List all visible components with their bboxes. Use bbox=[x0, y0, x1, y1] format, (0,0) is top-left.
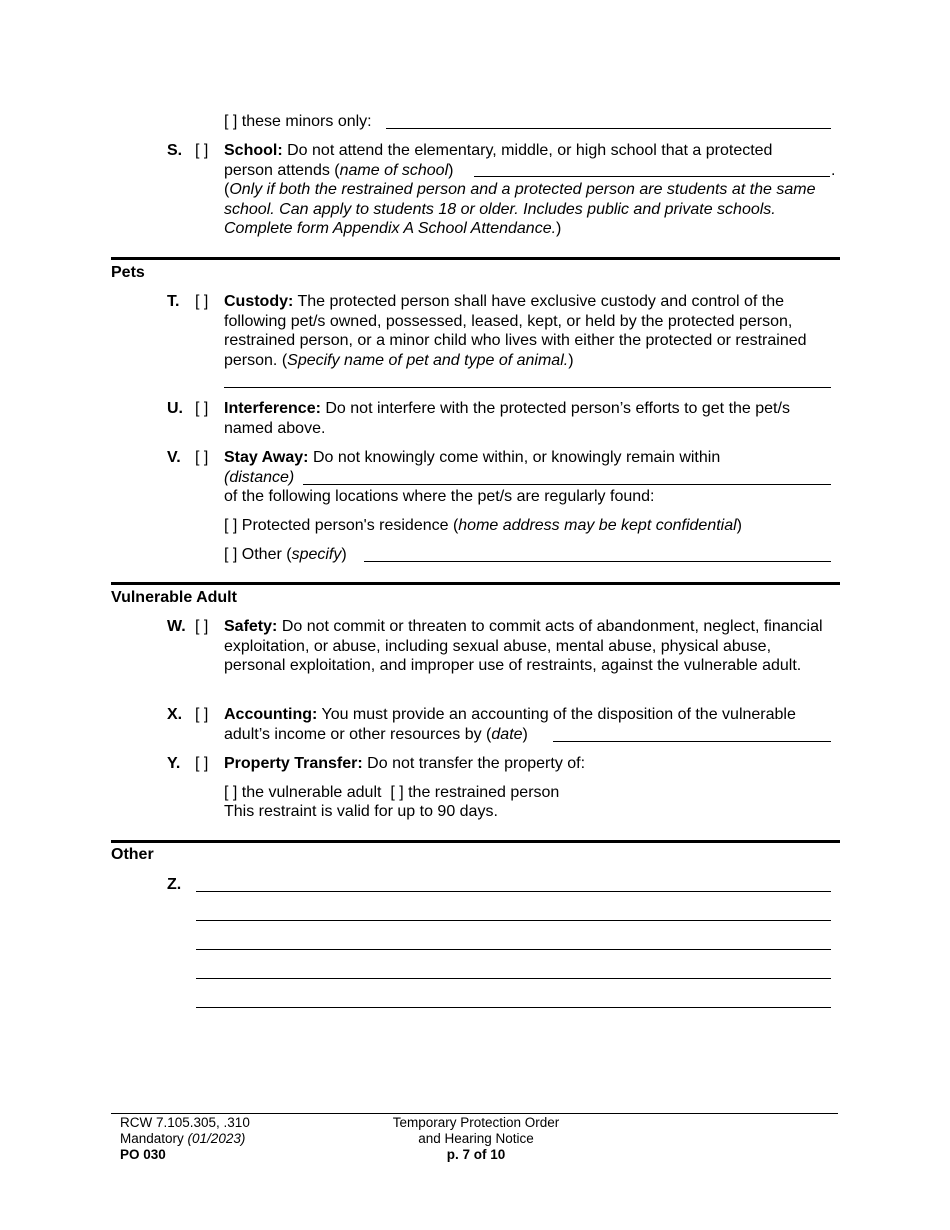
footer-date: (01/2023) bbox=[187, 1131, 246, 1146]
other-line-2[interactable] bbox=[196, 920, 831, 921]
stay-away-text1: Do not knowingly come within, or knowingly remain within bbox=[312, 449, 721, 466]
property-validity: This restraint is valid for up to 90 days. bbox=[224, 803, 498, 820]
school-label: School: bbox=[224, 142, 283, 159]
accounting-line1 bbox=[224, 705, 796, 725]
safety-body: Do not commit or threaten to commit acts of abandonment, neglect, financial exploitation, or abuse, including sexual abuse, mental abuse, physical abuse, personal exploitation, and improper use of restraints, against the vulnerable adult. bbox=[224, 618, 823, 675]
item-letter-t: T. bbox=[167, 293, 180, 310]
other-line-4[interactable] bbox=[196, 978, 831, 979]
property-line1 bbox=[224, 754, 585, 774]
school-note-text: Only if both the restrained person and a protected person are students at the same school. Can apply to students 18 or older. Includes public and private schools. Complete form Appendix A School Attendance. bbox=[224, 181, 816, 238]
footer-title-2: and Hearing Notice bbox=[418, 1131, 534, 1146]
accounting-text2-post: ) bbox=[522, 726, 528, 743]
section-divider bbox=[111, 840, 840, 843]
property-checkbox[interactable]: [ ] bbox=[195, 755, 209, 772]
footer-mandatory-text: Mandatory bbox=[120, 1131, 188, 1146]
stay-away-checkbox[interactable]: [ ] bbox=[195, 449, 209, 466]
accounting-text2-pre: adult’s income or other resources by ( bbox=[224, 726, 492, 743]
school-line1 bbox=[224, 141, 772, 161]
section-divider bbox=[111, 257, 840, 260]
other-location-field[interactable] bbox=[364, 561, 831, 562]
other-line-5[interactable] bbox=[196, 1007, 831, 1008]
interference-body: Do not interfere with the protected person’s efforts to get the pet/s named above. bbox=[224, 400, 790, 437]
distance-ital: (distance) bbox=[224, 469, 295, 486]
distance-label bbox=[224, 468, 294, 488]
school-text2-ital: name of school bbox=[339, 162, 449, 179]
custody-body: The protected person shall have exclusive custody and control of the following pet/s owned, possessed, leased, kept, or held by the protected person, restrained person, or a minor child who lives with either the protected or restrained person. ( bbox=[224, 293, 807, 369]
safety-label: Safety: bbox=[224, 618, 278, 635]
school-line2 bbox=[224, 161, 453, 181]
residence-post: ) bbox=[736, 517, 742, 534]
school-text2-post: ) bbox=[448, 162, 454, 179]
footer-rcw: RCW 7.105.305, .310 bbox=[120, 1115, 250, 1130]
item-letter-u: U. bbox=[167, 400, 183, 417]
section-heading-pets: Pets bbox=[111, 264, 145, 281]
stay-away-line2: of the following locations where the pet/s are regularly found: bbox=[224, 488, 655, 505]
custody-checkbox[interactable]: [ ] bbox=[195, 293, 209, 310]
school-note-close: ) bbox=[556, 220, 562, 238]
school-checkbox[interactable]: [ ] bbox=[195, 142, 209, 159]
stay-away-line1 bbox=[224, 448, 720, 468]
interference-label: Interference: bbox=[224, 400, 321, 417]
item-letter-x: X. bbox=[167, 706, 183, 723]
item-letter-y: Y. bbox=[167, 755, 181, 772]
accounting-line2 bbox=[224, 725, 528, 745]
accounting-date-field[interactable] bbox=[553, 741, 831, 742]
custody-pet-field[interactable] bbox=[224, 387, 831, 388]
residence-pre: [ ] Protected person's residence ( bbox=[224, 517, 459, 534]
interference-text bbox=[224, 399, 836, 438]
residence-option[interactable] bbox=[224, 516, 742, 536]
section-heading-other: Other bbox=[111, 846, 154, 863]
footer-form-number: PO 030 bbox=[120, 1147, 166, 1162]
school-period: . bbox=[831, 162, 836, 179]
interference-checkbox[interactable]: [ ] bbox=[195, 400, 209, 417]
property-label: Property Transfer: bbox=[224, 755, 363, 772]
other-line-3[interactable] bbox=[196, 949, 831, 950]
property-options[interactable]: [ ] the vulnerable adult [ ] the restrained person bbox=[224, 784, 560, 801]
residence-ital: home address may be kept confidential bbox=[458, 517, 737, 534]
item-letter-v: V. bbox=[167, 449, 181, 466]
accounting-text2-ital: date bbox=[491, 726, 523, 743]
footer-divider bbox=[111, 1113, 838, 1114]
minors-only-option[interactable]: [ ] these minors only: bbox=[224, 113, 372, 130]
custody-text bbox=[224, 292, 836, 370]
other-ital: specify bbox=[291, 546, 342, 563]
distance-field[interactable] bbox=[303, 484, 831, 485]
other-location-option[interactable] bbox=[224, 545, 347, 565]
minors-only-field[interactable] bbox=[386, 128, 831, 129]
custody-ital: Specify name of pet and type of animal. bbox=[287, 351, 569, 369]
other-pre: [ ] Other ( bbox=[224, 546, 292, 563]
safety-checkbox[interactable]: [ ] bbox=[195, 618, 209, 635]
school-text1: Do not attend the elementary, middle, or high school that a protected bbox=[287, 142, 773, 159]
property-text: Do not transfer the property of: bbox=[367, 755, 586, 772]
footer-page-number: p. 7 of 10 bbox=[446, 1147, 506, 1162]
item-letter-s: S. bbox=[167, 142, 183, 159]
stay-away-label: Stay Away: bbox=[224, 449, 309, 466]
item-letter-z: Z. bbox=[167, 876, 182, 893]
other-post: ) bbox=[341, 546, 347, 563]
school-note-open: ( bbox=[224, 181, 230, 198]
custody-close: ) bbox=[568, 351, 574, 369]
section-divider bbox=[111, 582, 840, 585]
footer-mandatory bbox=[120, 1131, 245, 1147]
school-text2-pre: person attends ( bbox=[224, 162, 340, 179]
school-name-field[interactable] bbox=[474, 176, 830, 177]
other-line-1[interactable] bbox=[196, 891, 831, 892]
custody-label: Custody: bbox=[224, 293, 294, 310]
accounting-label: Accounting: bbox=[224, 706, 318, 723]
footer-title-1: Temporary Protection Order bbox=[392, 1115, 560, 1130]
item-letter-w: W. bbox=[167, 618, 186, 635]
school-note bbox=[224, 180, 839, 239]
safety-text bbox=[224, 617, 830, 676]
accounting-text1: You must provide an accounting of the disposition of the vulnerable bbox=[321, 706, 796, 723]
accounting-checkbox[interactable]: [ ] bbox=[195, 706, 209, 723]
section-heading-vulnerable-adult: Vulnerable Adult bbox=[111, 589, 237, 606]
